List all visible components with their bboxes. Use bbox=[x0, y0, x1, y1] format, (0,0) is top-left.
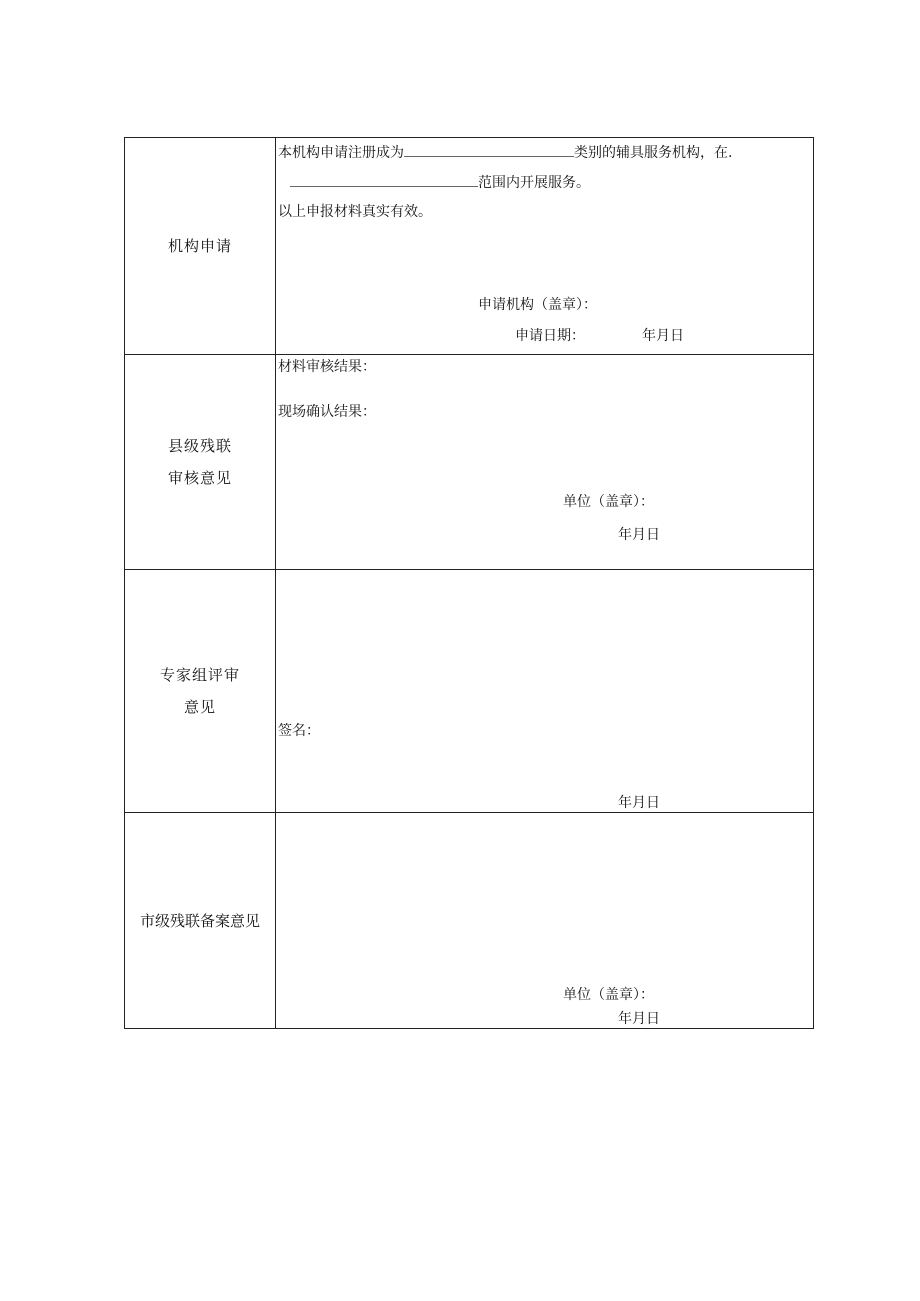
unit-seal-label: 单位（盖章）： bbox=[563, 494, 654, 510]
label-text: 机构申请 bbox=[167, 237, 232, 255]
label-expert-review bbox=[125, 570, 276, 813]
label-text-line2: 意见 bbox=[183, 698, 216, 716]
registration-statement-line2 bbox=[290, 171, 590, 193]
row-institution-application bbox=[125, 138, 814, 355]
statement-prefix: 本机构申请注册成为 bbox=[278, 145, 404, 161]
site-confirmation-result-label: 现场确认结果： bbox=[278, 404, 376, 420]
label-institution-application bbox=[125, 138, 276, 355]
content-expert-review bbox=[276, 570, 814, 813]
content-city-filing bbox=[276, 813, 814, 1029]
label-text: 市级残联备案意见 bbox=[139, 911, 260, 930]
content-county-review bbox=[276, 355, 814, 570]
label-city-filing bbox=[125, 813, 276, 1029]
unit-seal-label: 单位（盖章）： bbox=[563, 987, 654, 1003]
date-label: 年月日 bbox=[618, 1011, 660, 1027]
authenticity-statement: 以上申报材料真实有效。 bbox=[278, 204, 432, 220]
date-label: 年月日 bbox=[618, 527, 660, 543]
registration-statement-line1 bbox=[278, 141, 732, 163]
apply-date-value: 年月日 bbox=[642, 328, 684, 344]
label-text-line2: 审核意见 bbox=[167, 469, 232, 487]
signature-label: 签名： bbox=[278, 723, 320, 739]
apply-date-label: 申请日期： bbox=[515, 328, 585, 344]
label-county-review bbox=[125, 355, 276, 570]
label-text-line1: 县级残联 bbox=[167, 437, 232, 455]
label-text-line1: 专家组评审 bbox=[159, 666, 240, 684]
statement-suffix: 类别的辅具服务机构，在. bbox=[574, 145, 733, 161]
service-scope-text: 范围内开展服务。 bbox=[478, 175, 590, 191]
row-expert-review bbox=[125, 570, 814, 813]
date-label: 年月日 bbox=[618, 795, 660, 811]
row-county-review bbox=[125, 355, 814, 570]
material-review-result-label: 材料审核结果： bbox=[278, 359, 376, 375]
category-blank[interactable] bbox=[404, 141, 574, 157]
row-city-filing bbox=[125, 813, 814, 1029]
region-blank[interactable] bbox=[290, 171, 478, 187]
review-form-table bbox=[124, 137, 814, 1029]
content-institution-application bbox=[276, 138, 814, 355]
applicant-seal-label: 申请机构（盖章）： bbox=[478, 297, 597, 313]
